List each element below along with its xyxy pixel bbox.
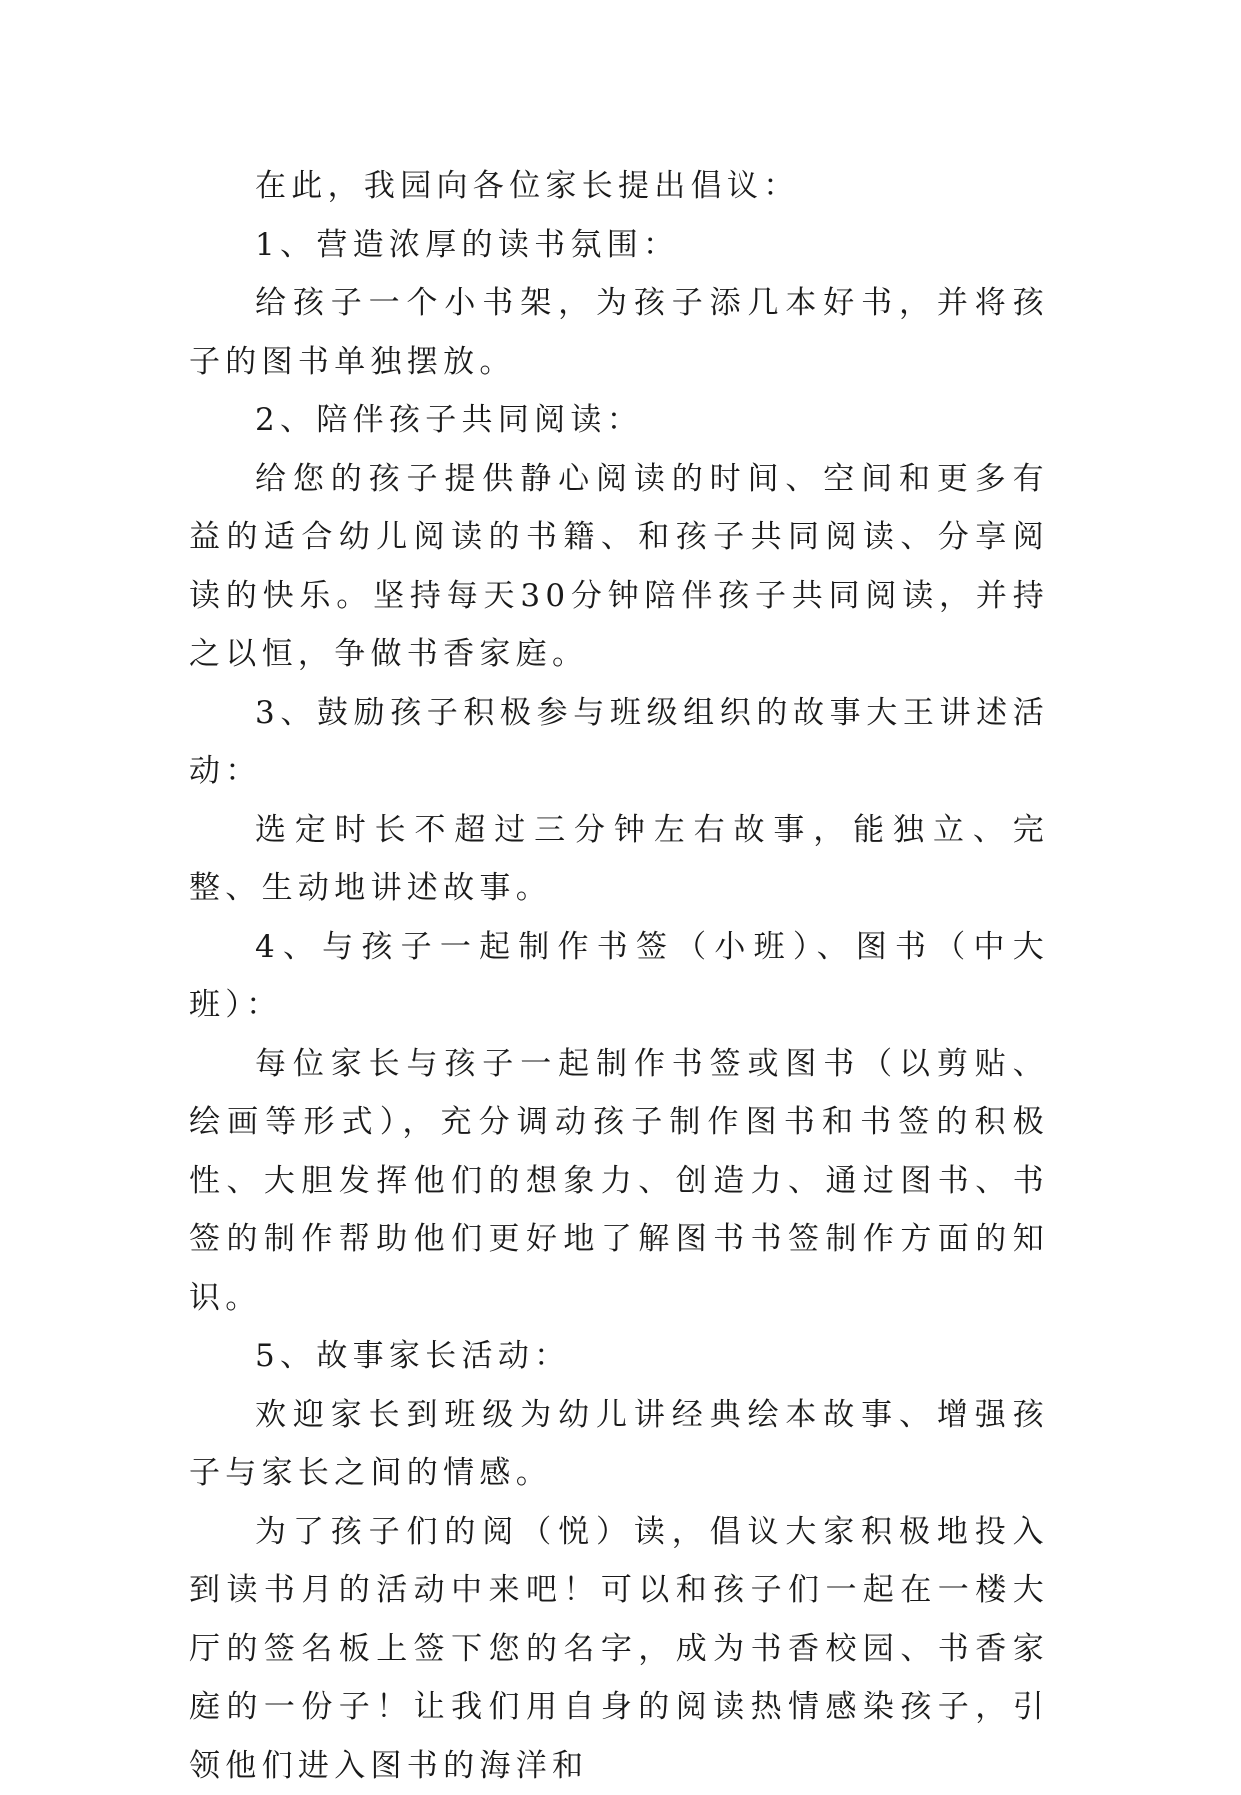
paragraph-intro: 在此，我园向各位家长提出倡议： [189, 157, 1049, 216]
heading-item-3: 3、鼓励孩子积极参与班级组织的故事大王讲述活动： [189, 684, 1049, 801]
paragraph-item-3: 选定时长不超过三分钟左右故事，能独立、完整、生动地讲述故事。 [189, 801, 1049, 918]
heading-item-5: 5、故事家长活动： [189, 1327, 1049, 1386]
paragraph-closing: 为了孩子们的阅（悦）读，倡议大家积极地投入到读书月的活动中来吧！可以和孩子们一起在一楼大厅的签名板上签下您的名字，成为书香校园、书香家庭的一份子！让我们用自身的阅读热情感染孩子，引领他们进入图书的海洋和 [189, 1503, 1049, 1795]
paragraph-item-1: 给孩子一个小书架，为孩子添几本好书，并将孩子的图书单独摆放。 [189, 274, 1049, 391]
paragraph-item-2: 给您的孩子提供静心阅读的时间、空间和更多有益的适合幼儿阅读的书籍、和孩子共同阅读、分享阅读的快乐。坚持每天30分钟陪伴孩子共同阅读，并持之以恒，争做书香家庭。 [189, 450, 1049, 684]
paragraph-item-4: 每位家长与孩子一起制作书签或图书（以剪贴、绘画等形式），充分调动孩子制作图书和书签的积极性、大胆发挥他们的想象力、创造力、通过图书、书签的制作帮助他们更好地了解图书书签制作方面的知识。 [189, 1035, 1049, 1328]
document-body [189, 157, 1049, 1795]
heading-item-4: 4、与孩子一起制作书签（小班）、图书（中大班）： [189, 918, 1049, 1035]
heading-item-1: 1、营造浓厚的读书氛围： [189, 216, 1049, 275]
heading-item-2: 2、陪伴孩子共同阅读： [189, 391, 1049, 450]
paragraph-item-5: 欢迎家长到班级为幼儿讲经典绘本故事、增强孩子与家长之间的情感。 [189, 1386, 1049, 1503]
